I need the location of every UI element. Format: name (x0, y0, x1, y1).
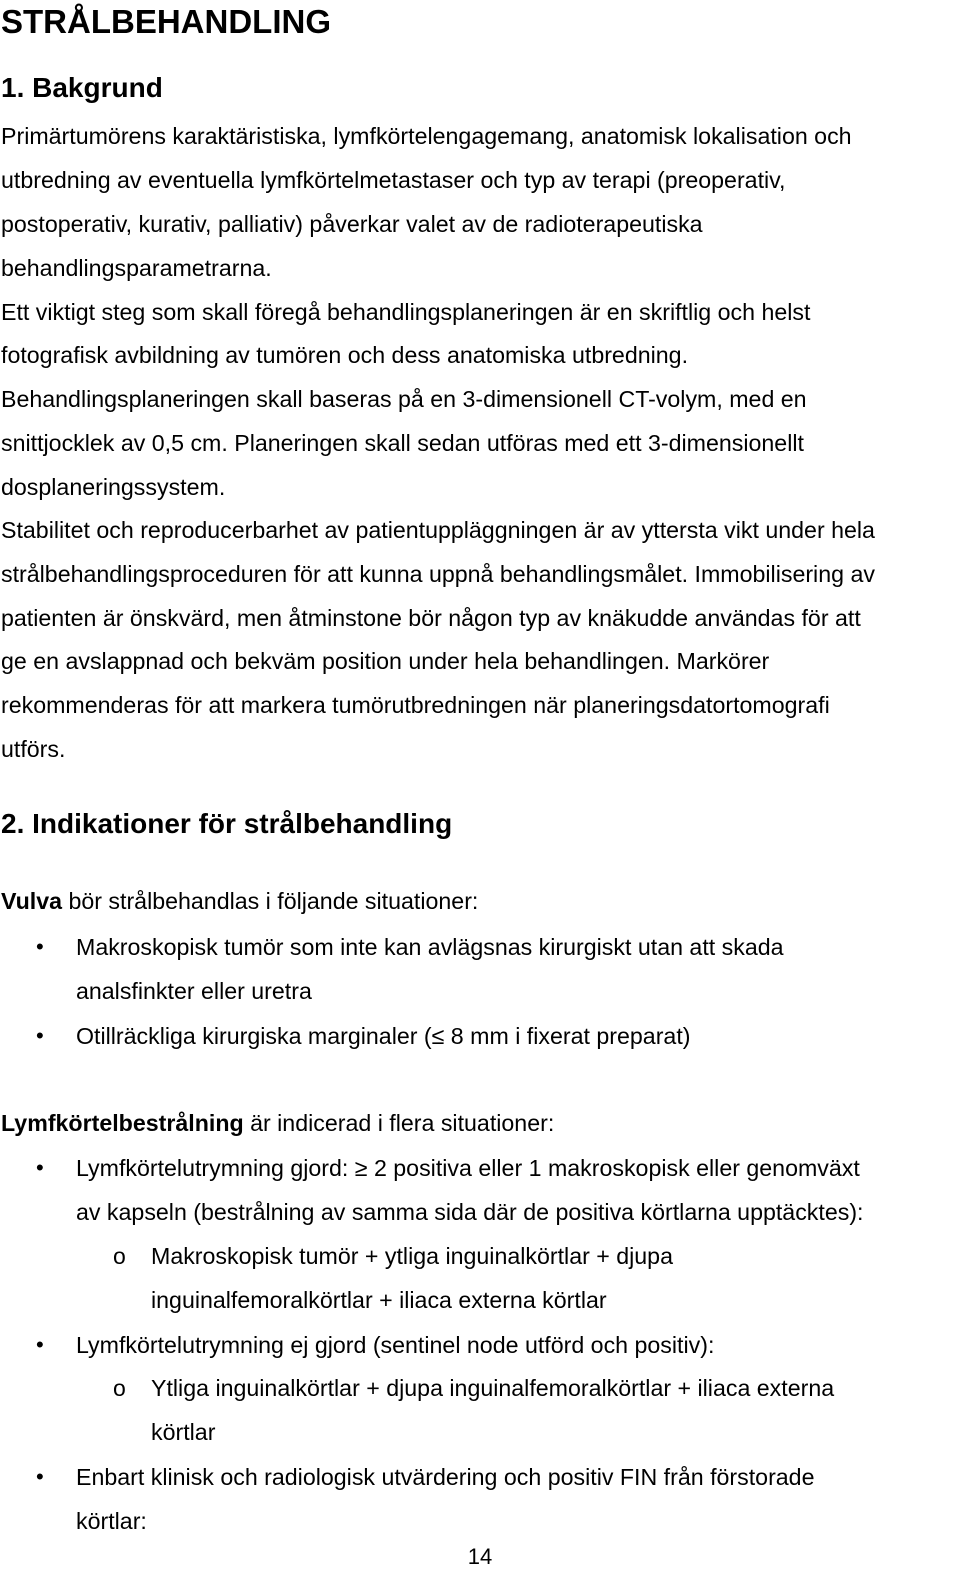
sub-list-item: Makroskopisk tumör + ytliga inguinalkörtlar + djupa (151, 1243, 673, 1269)
paragraph-line: Stabilitet och reproducerbarhet av patientuppläggningen är av yttersta vikt under hela (1, 517, 875, 543)
paragraph-line: Behandlingsplaneringen skall baseras på en 3-dimensionell CT-volym, med en (1, 386, 807, 412)
paragraph-line: fotografisk avbildning av tumören och dess anatomiska utbredning. (1, 342, 689, 368)
list-item: Lymfkörtelutrymning gjord: ≥ 2 positiva eller 1 makroskopisk eller genomväxt (76, 1155, 860, 1181)
bullet-icon: • (36, 1023, 44, 1048)
paragraph-line: behandlingsparametrarna. (1, 255, 272, 281)
sub-list-item-continuation: inguinalfemoralkörtlar + iliaca externa körtlar (151, 1287, 607, 1313)
list-item-continuation: analsfinkter eller uretra (76, 978, 312, 1004)
paragraph-line: utförs. (1, 736, 66, 762)
paragraph-line: postoperativ, kurativ, palliativ) påverkar valet av de radioterapeutiska (1, 211, 703, 237)
paragraph-line: dosplaneringssystem. (1, 474, 226, 500)
page-number: 14 (467, 1544, 493, 1569)
list-item: Lymfkörtelutrymning ej gjord (sentinel node utförd och positiv): (76, 1332, 715, 1358)
sub-bullet-icon: o (113, 1243, 126, 1269)
paragraph-line: strålbehandlingsproceduren för att kunna uppnå behandlingsmålet. Immobilisering av (1, 561, 875, 587)
paragraph-line: ge en avslappnad och bekväm position under hela behandlingen. Markörer (1, 648, 770, 674)
section-heading-bakgrund: 1. Bakgrund (1, 72, 163, 103)
vulva-intro-text: bör strålbehandlas i följande situationer: (62, 888, 479, 914)
document-title: STRÅLBEHANDLING (1, 3, 331, 40)
lymph-intro-text: är indicerad i flera situationer: (243, 1110, 555, 1136)
bullet-icon: • (36, 1332, 44, 1357)
paragraph-line: snittjocklek av 0,5 cm. Planeringen skall sedan utföras med ett 3-dimensionellt (1, 430, 804, 456)
paragraph-line: patienten är önskvärd, men åtminstone bör någon typ av knäkudde användas för att (1, 605, 861, 631)
list-item: Enbart klinisk och radiologisk utvärdering och positiv FIN från förstorade (76, 1464, 815, 1490)
list-item: Makroskopisk tumör som inte kan avlägsnas kirurgiskt utan att skada (76, 934, 784, 960)
sub-list-item-continuation: körtlar (151, 1419, 216, 1445)
paragraph-line: Ett viktigt steg som skall föregå behandlingsplaneringen är en skriftlig och helst (1, 299, 811, 325)
sub-bullet-icon: o (113, 1375, 126, 1401)
paragraph-line: utbredning av eventuella lymfkörtelmetastaser och typ av terapi (preoperativ, (1, 167, 786, 193)
list-item-continuation: körtlar: (76, 1508, 147, 1534)
lymph-term: Lymfkörtelbestrålning (1, 1110, 244, 1136)
bullet-icon: • (36, 934, 44, 959)
vulva-intro (1, 886, 478, 916)
bullet-icon: • (36, 1155, 44, 1180)
lymph-intro (1, 1108, 554, 1138)
paragraph-line: Primärtumörens karaktäristiska, lymfkörtelengagemang, anatomisk lokalisation och (1, 123, 852, 149)
section-heading-indikationer: 2. Indikationer för strålbehandling (1, 808, 453, 839)
vulva-term: Vulva (1, 888, 63, 914)
bullet-icon: • (36, 1464, 44, 1489)
paragraph-line: rekommenderas för att markera tumörutbredningen när planeringsdatortomografi (1, 692, 830, 718)
list-item-continuation: av kapseln (bestrålning av samma sida där de positiva körtlarna upptäcktes): (76, 1199, 864, 1225)
sub-list-item: Ytliga inguinalkörtlar + djupa inguinalfemoralkörtlar + iliaca externa (151, 1375, 835, 1401)
list-item: Otillräckliga kirurgiska marginaler (≤ 8 mm i fixerat preparat) (76, 1023, 691, 1049)
